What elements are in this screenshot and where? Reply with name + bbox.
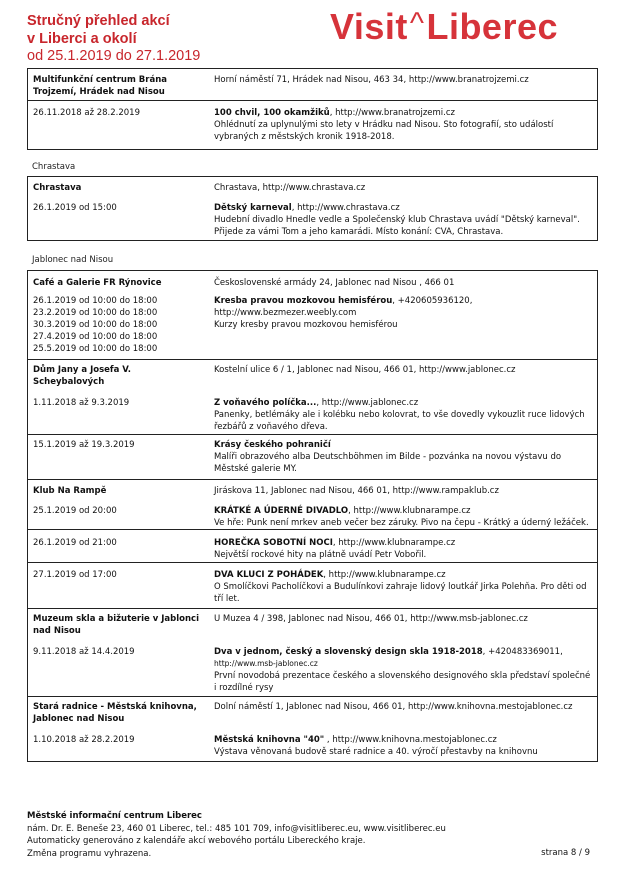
event-title: KRÁTKÉ A ÚDERNÉ DIVADLO (214, 506, 349, 516)
event-date: 25.1.2019 od 20:00 (33, 506, 117, 516)
event-date: 1.11.2018 až 9.3.2019 (33, 398, 130, 408)
venue-address: Československé armády 24, Jablonec nad Nisou , 466 01 (214, 278, 455, 288)
event-url-2: http://www.bezmezer.weebly.com (214, 308, 357, 318)
event-description: Největší rockové hity na plátně uvádí Petr Vobořil. (214, 550, 427, 560)
document-title (27, 12, 170, 48)
event-description: První novodobá prezentace českého a slovenského designového skla představí společné i rozdílné rysy (214, 671, 591, 693)
divider (28, 529, 597, 530)
divider (28, 479, 597, 480)
event-title: Kresba pravou mozkovou hemisférou (214, 296, 393, 306)
venue-name: Café a Galerie FR Rýnovice (33, 278, 162, 288)
event-date: 26.1.2019 od 15:00 (33, 203, 117, 213)
event-dates (33, 295, 203, 355)
event-url: , http://www.knihovna.mestojablonec.cz (324, 735, 497, 745)
event-description: Kurzy kresby pravou mozkovou hemisférou (214, 320, 398, 330)
event-url: , +420483369011, (482, 647, 563, 657)
event-title: Městská knihovna "40" (214, 735, 325, 745)
event-url: , http://www.klubnarampe.cz (332, 538, 456, 548)
venue-box-chrastava (27, 176, 598, 241)
event-info (214, 295, 594, 331)
event-title: HOREČKA SOBOTNÍ NOCI (214, 538, 333, 548)
event-date: 30.3.2019 od 10:00 do 18:00 (33, 320, 158, 330)
event-url: , http://www.klubnarampe.cz (323, 570, 446, 580)
section-label-jablonec: Jablonec nad Nisou (32, 255, 114, 265)
event-info (214, 734, 594, 758)
event-info (214, 646, 594, 694)
divider (28, 562, 597, 563)
event-url-2: http://www.msb-jablonec.cz (214, 659, 318, 668)
event-description: O Smolíčkovi Pacholíčkovi a Budulínkovi zahraje lidový loutkář Jirka Polehňa. Pro děti od tří let. (214, 582, 587, 604)
event-url: , http://www.klubnarampe.cz (348, 506, 471, 516)
event-description: Ohlédnutí za uplynulými sto lety v Hrádku nad Nisou. Sto fotografií, sto událostí vybraných z městských kronik 1918-2018. (214, 120, 554, 142)
event-date: 25.5.2019 od 10:00 do 18:00 (33, 344, 158, 354)
event-url: , http://www.branatrojzemi.cz (329, 108, 455, 118)
event-description: Malíři obrazového alba Deutschböhmen im Bilde - pozvánka na novou výstavu do Městské galerie MY. (214, 452, 562, 474)
venue-address: Jiráskova 11, Jablonec nad Nisou, 466 01, http://www.rampaklub.cz (214, 486, 499, 496)
footer-change-note: Změna programu vyhrazena. (27, 848, 152, 859)
event-description: Panenky, betlémáky ale i kolébku nebo kolovrat, to vše dovedly vykouzlit ruce lidových řezbářů z voňavého dřeva. (214, 410, 585, 432)
event-info (214, 537, 594, 561)
venue-name: Muzeum skla a bižuterie v Jablonci nad Nisou (33, 614, 199, 636)
divider (28, 608, 597, 609)
footer-auto-note: Automaticky generováno z kalendáře akcí webového portálu Libereckého kraje. (27, 836, 366, 846)
event-date: 27.4.2019 od 10:00 do 18:00 (33, 332, 158, 342)
divider (28, 696, 597, 697)
venue-name: Multifunkční centrum Brána Trojzemí, Hrádek nad Nisou (33, 75, 167, 97)
event-date: 15.1.2019 až 19.3.2019 (33, 440, 135, 450)
venue-address: Horní náměstí 71, Hrádek nad Nisou, 463 34, http://www.branatrojzemi.cz (214, 75, 529, 85)
venue-name: Klub Na Rampě (33, 486, 107, 496)
event-title: Krásy českého pohraničí (214, 440, 331, 450)
event-description: Výstava věnovaná budově staré radnice a 40. výročí přestavby na knihovnu (214, 747, 538, 757)
divider (28, 359, 597, 360)
event-url: , +420605936120, (392, 296, 473, 306)
venue-name: Stará radnice - Městská knihovna, Jablonec nad Nisou (33, 702, 197, 724)
event-date: 26.1.2019 od 21:00 (33, 538, 117, 548)
venue-box-jablonec (27, 270, 598, 762)
event-date: 26.1.2019 od 10:00 do 18:00 (33, 296, 158, 306)
divider (28, 434, 597, 435)
visitliberec-logo (330, 6, 558, 48)
page-number: strana 8 / 9 (541, 848, 590, 858)
event-info (214, 439, 594, 475)
event-description: Ve hře: Punk není mrkev aneb večer bez záruky. Pivo na čepu - Krátký a úderný ležáček. (214, 518, 589, 528)
title-line-2: v Liberci a okolí (27, 31, 137, 47)
event-date: 27.1.2019 od 17:00 (33, 570, 117, 580)
event-title: Dětský karneval (214, 203, 292, 213)
event-info (214, 569, 594, 605)
event-title: Dva v jednom, český a slovenský design skla 1918-2018 (214, 647, 483, 657)
venue-address: Chrastava, http://www.chrastava.cz (214, 183, 366, 193)
venue-name: Dům Jany a Josefa V. Scheybalových (33, 365, 131, 387)
divider (28, 100, 597, 101)
event-info (214, 505, 594, 529)
logo-caret: ^ (409, 7, 425, 40)
event-url: , http://www.jablonec.cz (316, 398, 419, 408)
logo-text-liberec: Liberec (426, 6, 559, 47)
venue-name: Chrastava (33, 183, 82, 193)
venue-address: Kostelní ulice 6 / 1, Jablonec nad Nisou, 466 01, http://www.jablonec.cz (214, 365, 516, 375)
event-date: 1.10.2018 až 28.2.2019 (33, 735, 135, 745)
event-date: 9.11.2018 až 14.4.2019 (33, 647, 135, 657)
event-info (214, 397, 594, 433)
logo-text-visit: Visit (330, 6, 408, 47)
event-title: DVA KLUCI Z POHÁDEK (214, 570, 324, 580)
event-info (214, 202, 594, 238)
event-title: Z voňavého políčka... (214, 398, 317, 408)
event-date: 23.2.2019 od 10:00 do 18:00 (33, 308, 158, 318)
footer (27, 810, 446, 860)
event-date: 26.11.2018 až 28.2.2019 (33, 108, 141, 118)
event-title: 100 chvil, 100 okamžiků (214, 108, 330, 118)
event-url: , http://www.chrastava.cz (291, 203, 400, 213)
venue-box-brana-trojzemi (27, 68, 598, 150)
venue-address: U Muzea 4 / 398, Jablonec nad Nisou, 466 01, http://www.msb-jablonec.cz (214, 614, 528, 624)
footer-org: Městské informační centrum Liberec (27, 811, 202, 821)
venue-address: Dolní náměstí 1, Jablonec nad Nisou, 466 01, http://www.knihovna.mestojablonec.cz (214, 702, 573, 712)
date-range: od 25.1.2019 do 27.1.2019 (27, 48, 201, 64)
event-info (214, 107, 594, 143)
footer-address: nám. Dr. E. Beneše 23, 460 01 Liberec, tel.: 485 101 709, info@visitliberec.eu, www.visitliberec.eu (27, 823, 446, 834)
section-label-chrastava: Chrastava (32, 162, 76, 172)
title-line-1: Stručný přehled akcí (27, 13, 170, 29)
event-description: Hudební divadlo Hnedle vedle a Společenský klub Chrastava uvádí "Dětský karneval". Přijede za vámi Tom a jeho kamarádi. Místo konání: CVA, Chrastava. (214, 215, 580, 237)
